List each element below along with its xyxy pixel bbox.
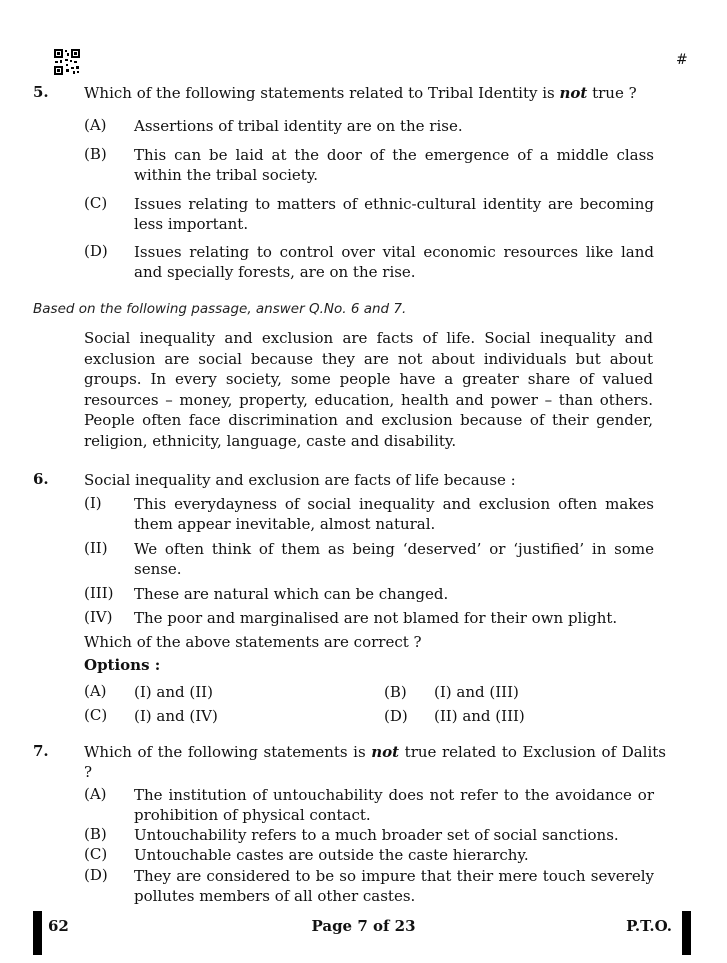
q6-option-d-label: (D) — [384, 707, 408, 725]
footer-right-bar — [682, 911, 691, 955]
footer-pto: P.T.O. — [626, 917, 672, 935]
q7-option-c-label: (C) — [84, 845, 108, 863]
q5-option-d-text: Issues relating to control over vital economic resources like land and specially forests, are on the rise. — [134, 243, 654, 281]
q5-option-c-text: Issues relating to matters of ethnic-cultural identity are becoming less important. — [134, 195, 654, 233]
q6-statement-1-label: (I) — [84, 494, 102, 512]
q5-question: Which of the following statements related to Tribal Identity is not true ? — [84, 84, 637, 102]
q5-option-a-label: (A) — [84, 116, 107, 134]
q7-option-a-label: (A) — [84, 785, 107, 803]
passage-intro: Based on the following passage, answer Q.No. 6 and 7. — [33, 301, 407, 317]
q6-option-c-text: (I) and (IV) — [134, 707, 218, 725]
q7-option-c-text: Untouchable castes are outside the caste hierarchy. — [134, 846, 529, 864]
q5-option-d-label: (D) — [84, 242, 108, 260]
footer-paper-code: 62 — [48, 917, 69, 935]
corner-mark: # — [676, 52, 688, 68]
q7-option-d-label: (D) — [84, 866, 108, 884]
q6-statement-3-text: These are natural which can be changed. — [134, 585, 449, 603]
q6-question: Social inequality and exclusion are facts of life because : — [84, 471, 516, 489]
q6-statement-4-text: The poor and marginalised are not blamed for their own plight. — [134, 609, 618, 627]
q6-options-heading: Options : — [84, 656, 161, 674]
q6-option-b-label: (B) — [384, 683, 407, 701]
q7-question: Which of the following statements is not true related to Exclusion of Dalits ? — [84, 743, 667, 781]
q6-option-b-text: (I) and (III) — [434, 683, 519, 701]
q6-number: 6. — [33, 470, 49, 488]
q6-statement-1-text: This everydayness of social inequality and exclusion often makes them appear inevitable, almost natural. — [134, 495, 654, 533]
footer-page-number: Page 7 of 23 — [311, 917, 416, 935]
q7-option-d-text: They are considered to be so impure that their mere touch severely pollutes members of all other castes. — [134, 867, 654, 905]
q6-statement-3-label: (III) — [84, 584, 114, 602]
q7-option-a-text: The institution of untouchability does not refer to the avoidance or prohibition of physical contact. — [134, 786, 654, 824]
q6-statement-2-text: We often think of them as being ‘deserved’ or ‘justified’ in some sense. — [134, 540, 654, 578]
passage-text: Social inequality and exclusion are facts of life. Social inequality and exclusion are social because they are not about individuals but about groups. In every society, some people have a greater share of valued resources – money, property, education, health and power – than others. People often face discrimination and exclusion because of their gender, religion, ethnicity, language, caste and disability. — [84, 329, 653, 450]
q7-number: 7. — [33, 742, 49, 760]
q5-option-a-text: Assertions of tribal identity are on the rise. — [134, 117, 463, 135]
q6-statement-2-label: (II) — [84, 539, 108, 557]
q7-option-b-label: (B) — [84, 825, 107, 843]
qr-code-icon — [54, 49, 80, 75]
q6-option-a-label: (A) — [84, 682, 107, 700]
q5-option-b-text: This can be laid at the door of the emergence of a middle class within the tribal society. — [134, 146, 654, 184]
q7-option-b-text: Untouchability refers to a much broader set of social sanctions. — [134, 826, 619, 844]
q6-option-d-text: (II) and (III) — [434, 707, 525, 725]
q6-statement-4-label: (IV) — [84, 608, 113, 626]
q6-subquestion: Which of the above statements are correct ? — [84, 633, 422, 651]
q6-option-a-text: (I) and (II) — [134, 683, 213, 701]
q5-option-b-label: (B) — [84, 145, 107, 163]
q5-number: 5. — [33, 83, 49, 101]
q6-option-c-label: (C) — [84, 706, 108, 724]
q5-option-c-label: (C) — [84, 194, 108, 212]
